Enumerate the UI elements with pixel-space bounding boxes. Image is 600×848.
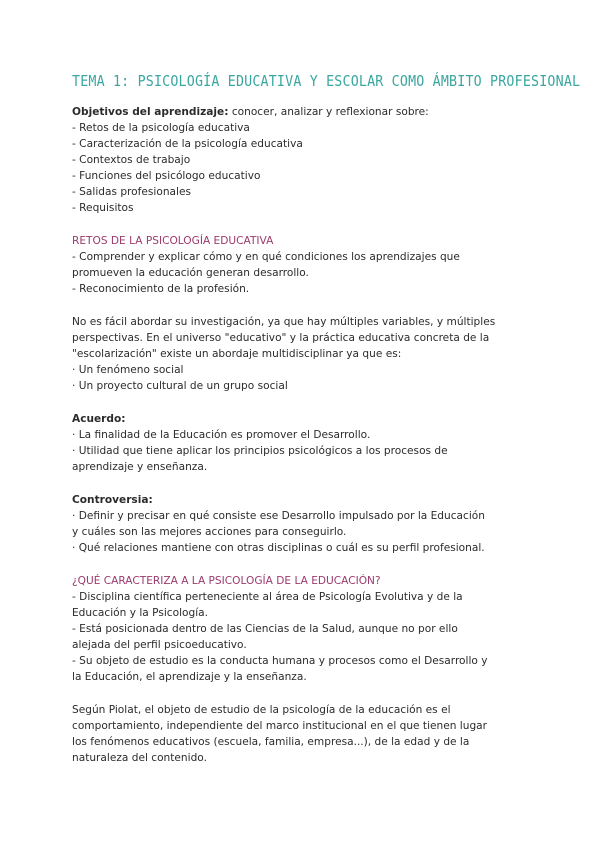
objectives-label: Objetivos del aprendizaje:	[72, 105, 229, 118]
text-line: · Utilidad que tiene aplicar los principios psicológicos a los procesos de	[72, 444, 448, 457]
text-line: · Definir y precisar en qué consiste ese Desarrollo impulsado por la Educación	[72, 509, 485, 522]
list-item: - Funciones del psicólogo educativo	[72, 169, 261, 182]
text-line: No es fácil abordar su investigación, ya que hay múltiples variables, y múltiples	[72, 315, 496, 328]
paragraph-investigacion	[72, 314, 600, 394]
list-item: - Retos de la psicología educativa	[72, 121, 250, 134]
text-line: · Un proyecto cultural de un grupo social	[72, 379, 288, 392]
text-line: naturaleza del contenido.	[72, 751, 207, 764]
text-line: - Su objeto de estudio es la conducta humana y procesos como el Desarrollo y	[72, 654, 488, 667]
retos-heading: RETOS DE LA PSICOLOGÍA EDUCATIVA	[72, 234, 274, 247]
retos-section	[72, 233, 600, 297]
list-item: - Contextos de trabajo	[72, 153, 191, 166]
objectives-intro-text: conocer, analizar y reflexionar sobre:	[228, 105, 429, 118]
text-line: alejada del perfil psicoeducativo.	[72, 638, 247, 651]
text-line: - Disciplina científica perteneciente al área de Psicología Evolutiva y de la	[72, 590, 463, 603]
caracteriza-section	[72, 573, 600, 685]
text-line: - Reconocimiento de la profesión.	[72, 282, 250, 295]
text-line: Según Piolat, el objeto de estudio de la psicología de la educación es el	[72, 703, 451, 716]
text-line: · Qué relaciones mantiene con otras disciplinas o cuál es su perfil profesional.	[72, 541, 485, 554]
objectives-intro	[72, 104, 580, 120]
piolat-paragraph	[72, 702, 600, 766]
text-line: · Un fenómeno social	[72, 363, 184, 376]
list-item: - Salidas profesionales	[72, 185, 191, 198]
text-line: Educación y la Psicología.	[72, 606, 209, 619]
text-line: perspectivas. En el universo "educativo" y la práctica educativa concreta de la	[72, 331, 490, 344]
text-line: y cuáles son las mejores acciones para conseguirlo.	[72, 525, 347, 538]
list-item: - Requisitos	[72, 201, 134, 214]
caracteriza-heading: ¿QUÉ CARACTERIZA A LA PSICOLOGÍA DE LA EDUCACIÓN?	[72, 574, 381, 587]
text-line: comportamiento, independiente del marco institucional en el que tienen lugar	[72, 719, 488, 732]
text-line: los fenómenos educativos (escuela, familia, empresa...), de la edad y de la	[72, 735, 470, 748]
list-item: - Caracterización de la psicología educativa	[72, 137, 303, 150]
text-line: - Está posicionada dentro de las Ciencias de la Salud, aunque no por ello	[72, 622, 458, 635]
objectives-block	[72, 104, 600, 216]
text-line: la Educación, el aprendizaje y la enseñanza.	[72, 670, 307, 683]
acuerdo-heading: Acuerdo:	[72, 412, 126, 425]
controversia-heading: Controversia:	[72, 493, 153, 506]
acuerdo-section	[72, 411, 600, 475]
text-line: promueven la educación generan desarrollo.	[72, 266, 309, 279]
text-line: - Comprender y explicar cómo y en qué condiciones los aprendizajes que	[72, 250, 460, 263]
controversia-section	[72, 492, 600, 556]
text-line: · La finalidad de la Educación es promover el Desarrollo.	[72, 428, 371, 441]
text-line: "escolarización" existe un abordaje multidisciplinar ya que es:	[72, 347, 402, 360]
page-title: TEMA 1: PSICOLOGÍA EDUCATIVA Y ESCOLAR COMO ÁMBITO PROFESIONAL	[72, 72, 581, 90]
text-line: aprendizaje y enseñanza.	[72, 460, 208, 473]
